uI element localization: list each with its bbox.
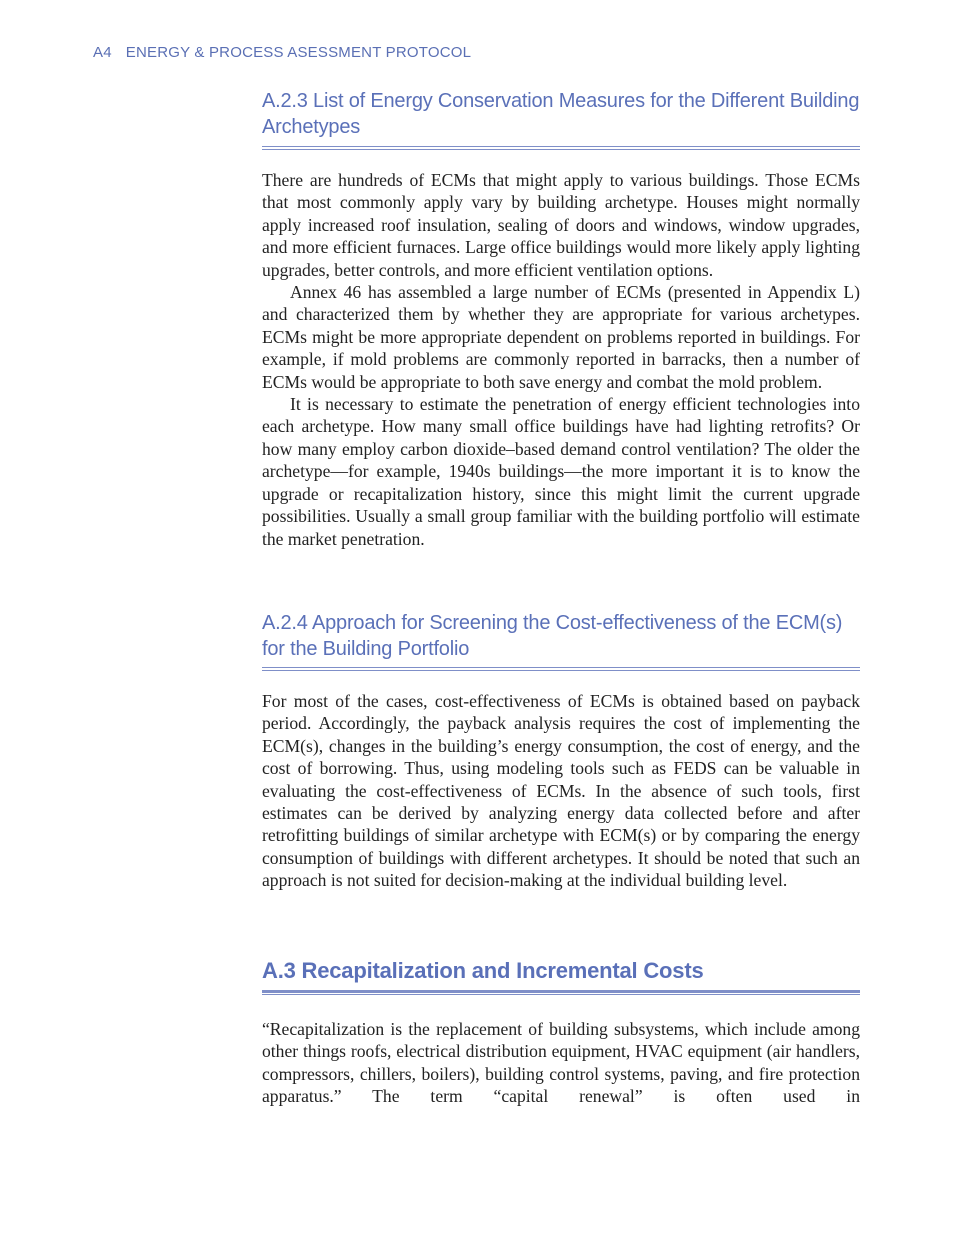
paragraph: It is necessary to estimate the penetration of energy efficient technologies into each archetype. How many small office buildings have had lighting retrofits? Or how many employ carbon dioxide–based demand control ventilation? The older the archetype—for example, 1940s buildings—the more important it is to know the upgrade or recapitalization history, since this might limit the current upgrade possibilities. Usually a small group familiar with the building portfolio will estimate the market penetration. — [262, 394, 860, 549]
section-a23-heading-block — [262, 88, 860, 150]
paragraph: There are hundreds of ECMs that might apply to various buildings. Those ECMs that most commonly apply vary by building archetype. Houses might normally apply increased roof insulation, sealing of doors and windows, window upgrades, and more efficient furnaces. Large office buildings would more likely apply lighting upgrades, better controls, and more efficient ventilation options. — [262, 170, 860, 280]
section-a23-body — [262, 169, 860, 550]
heading-rule — [262, 667, 860, 671]
section-a3-heading-block — [262, 957, 860, 995]
page-number: A4 — [93, 44, 112, 61]
running-title: ENERGY & PROCESS ASESSMENT PROTOCOL — [125, 44, 472, 61]
paragraph: “Recapitalization is the replacement of building subsystems, which include among other things roofs, electrical distribution equipment, HVAC equipment (air handlers, compressors, chillers, boilers), building control systems, paving, and fire protection apparatus.” The term “capital renewal” is often used in — [262, 1019, 860, 1107]
running-header — [93, 44, 471, 61]
section-heading: A.2.3 List of Energy Conservation Measures for the Different Building Archetypes — [262, 90, 860, 138]
section-heading: A.2.4 Approach for Screening the Cost-effectiveness of the ECM(s) for the Building Portfolio — [262, 612, 843, 660]
heading-rule — [262, 146, 860, 150]
section-a24-body — [262, 690, 860, 892]
paragraph: For most of the cases, cost-effectiveness of ECMs is obtained based on payback period. Accordingly, the payback analysis requires the cost of implementing the ECM(s), changes in the building’s energy consumption, the cost of energy, and the cost of borrowing. Thus, using modeling tools such as FEDS can be valuable in evaluating the cost-effectiveness of ECMs. In the absence of such tools, first estimates can be derived by analyzing energy data collected before and after retrofitting buildings of similar archetype with ECM(s) or by comparing the energy consumption of buildings with different archetypes. It should be noted that such an approach is not suited for decision-making at the individual building level. — [262, 691, 860, 891]
paragraph: Annex 46 has assembled a large number of ECMs (presented in Appendix L) and characterized them by whether they are appropriate for various archetypes. ECMs might be more appropriate dependent on problems reported in buildings. For example, if mold problems are commonly reported in barracks, then a number of ECMs would be appropriate to both save energy and combat the mold problem. — [262, 282, 860, 392]
heading-rule — [262, 990, 860, 995]
section-a24-heading-block — [262, 610, 860, 671]
section-heading: A.3 Recapitalization and Incremental Costs — [262, 958, 704, 983]
section-a3-body — [262, 1018, 860, 1108]
